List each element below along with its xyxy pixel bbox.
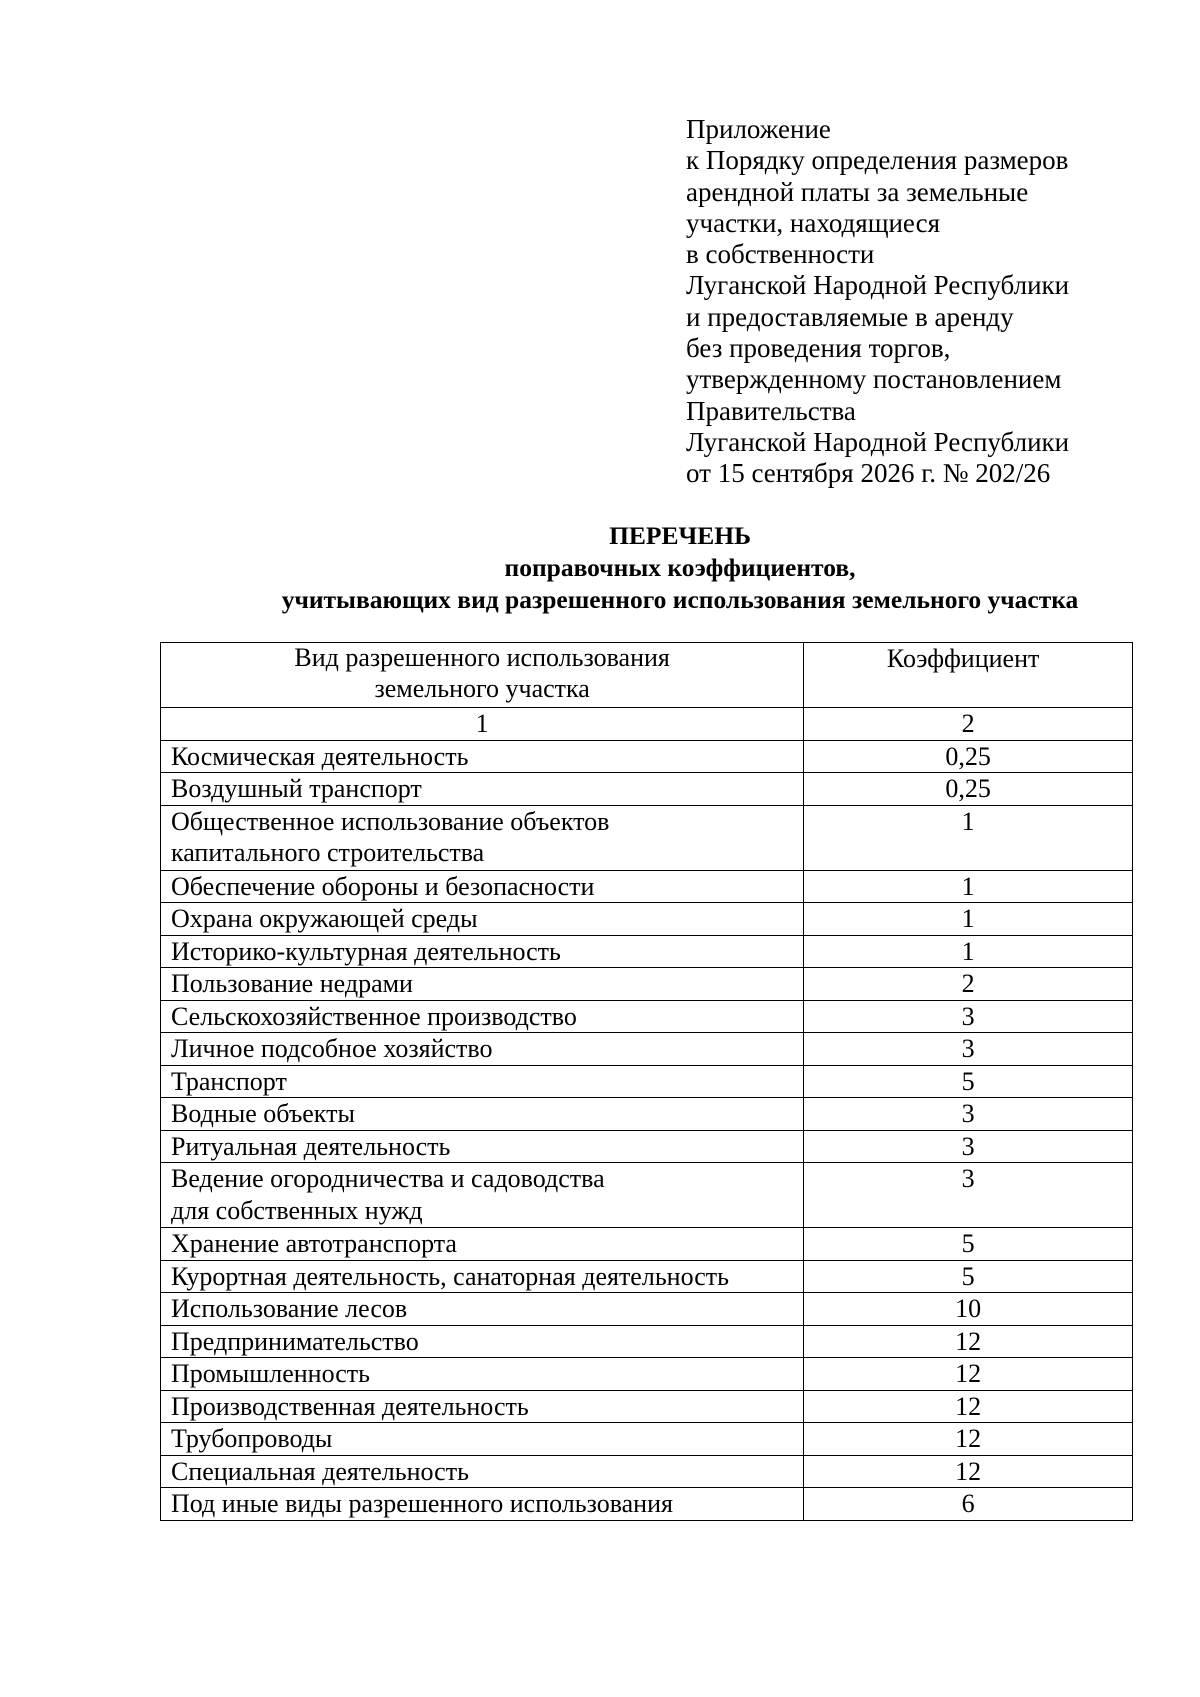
table-row bbox=[161, 1293, 1133, 1326]
coefficient-cell: 3 bbox=[804, 1130, 1133, 1163]
coefficient-cell: 3 bbox=[804, 1098, 1133, 1131]
table-row bbox=[161, 1130, 1133, 1163]
use-type-cell: Под иные виды разрешенного использования bbox=[161, 1488, 804, 1521]
use-type-cell: Транспорт bbox=[161, 1065, 804, 1098]
table-row bbox=[161, 1163, 1133, 1228]
use-type-cell: Обеспечение обороны и безопасности bbox=[161, 870, 804, 903]
document-title bbox=[150, 520, 1200, 616]
title-subtitle-1: поправочных коэффициентов, bbox=[504, 553, 856, 582]
use-type-cell: Производственная деятельность bbox=[161, 1390, 804, 1423]
appendix-line: к Порядку определения размеров bbox=[686, 145, 1069, 176]
header-coefficient: Коэффициент bbox=[804, 643, 1133, 708]
appendix-line: Луганской Народной Республики bbox=[686, 426, 1070, 457]
table-header-row bbox=[161, 643, 1133, 708]
header-use-type-line1: Вид разрешенного использования bbox=[294, 643, 670, 672]
table-row bbox=[161, 1098, 1133, 1131]
coefficient-cell: 12 bbox=[804, 1358, 1133, 1391]
appendix-line: от 15 сентября 2026 г. № 202/26 bbox=[686, 458, 1051, 489]
coefficients-table bbox=[160, 642, 1133, 1521]
table-row bbox=[161, 773, 1133, 806]
coefficient-cell: 10 bbox=[804, 1293, 1133, 1326]
appendix-line: арендной платы за земельные bbox=[686, 176, 1029, 207]
table-row bbox=[161, 1488, 1133, 1521]
header-use-type bbox=[161, 643, 804, 708]
table-row bbox=[161, 1325, 1133, 1358]
coefficient-cell: 12 bbox=[804, 1390, 1133, 1423]
table-row bbox=[161, 1358, 1133, 1391]
table-row bbox=[161, 1228, 1133, 1261]
use-type-cell: Использование лесов bbox=[161, 1293, 804, 1326]
column-number-1: 1 bbox=[161, 708, 804, 741]
use-type-cell: Предпринимательство bbox=[161, 1325, 804, 1358]
use-type-line1: Ведение огородничества и садоводства bbox=[171, 1164, 605, 1193]
use-type-cell: Промышленность bbox=[161, 1358, 804, 1391]
table-row bbox=[161, 1423, 1133, 1456]
appendix-line: утвержденному постановлением bbox=[686, 364, 1062, 395]
coefficient-cell: 0,25 bbox=[804, 740, 1133, 773]
use-type-cell: Пользование недрами bbox=[161, 968, 804, 1001]
header-use-type-line2: земельного участка bbox=[374, 673, 590, 703]
use-type-cell: Ритуальная деятельность bbox=[161, 1130, 804, 1163]
table-row bbox=[161, 1260, 1133, 1293]
coefficient-cell: 1 bbox=[804, 935, 1133, 968]
title-main: ПЕРЕЧЕНЬ bbox=[609, 521, 751, 550]
table-row bbox=[161, 1000, 1133, 1033]
table-row bbox=[161, 1455, 1133, 1488]
table-row bbox=[161, 1390, 1133, 1423]
use-type-cell: Охрана окружающей среды bbox=[161, 903, 804, 936]
coefficient-cell: 6 bbox=[804, 1488, 1133, 1521]
use-type-cell: Специальная деятельность bbox=[161, 1455, 804, 1488]
appendix-line: в собственности bbox=[686, 239, 875, 270]
use-type-cell: Трубопроводы bbox=[161, 1423, 804, 1456]
coefficient-cell: 3 bbox=[804, 1033, 1133, 1066]
table-row bbox=[161, 968, 1133, 1001]
use-type-line2: для собственных нужд bbox=[171, 1195, 423, 1225]
appendix-line: и предоставляемые в аренду bbox=[686, 301, 1014, 332]
use-type-cell: Водные объекты bbox=[161, 1098, 804, 1131]
appendix-line: Правительства bbox=[686, 395, 856, 426]
coefficient-cell: 1 bbox=[804, 870, 1133, 903]
use-type-cell: Воздушный транспорт bbox=[161, 773, 804, 806]
coefficient-cell: 3 bbox=[804, 1163, 1133, 1228]
coefficient-cell: 1 bbox=[804, 903, 1133, 936]
use-type-cell: Курортная деятельность, санаторная деятельность bbox=[161, 1260, 804, 1293]
appendix-line: участки, находящиеся bbox=[686, 207, 940, 238]
appendix-block bbox=[686, 114, 1069, 490]
table-row bbox=[161, 870, 1133, 903]
use-type-cell bbox=[161, 805, 804, 870]
use-type-cell: Историко-культурная деятельность bbox=[161, 935, 804, 968]
table-row bbox=[161, 903, 1133, 936]
appendix-line: Луганской Народной Республики bbox=[686, 270, 1070, 301]
table-row bbox=[161, 805, 1133, 870]
use-type-cell: Космическая деятельность bbox=[161, 740, 804, 773]
coefficient-cell: 12 bbox=[804, 1455, 1133, 1488]
use-type-cell: Сельскохозяйственное производство bbox=[161, 1000, 804, 1033]
coefficient-cell: 2 bbox=[804, 968, 1133, 1001]
coefficient-cell: 5 bbox=[804, 1260, 1133, 1293]
coefficient-cell: 5 bbox=[804, 1065, 1133, 1098]
title-subtitle-2: учитывающих вид разрешенного использования земельного участка bbox=[281, 585, 1079, 614]
coefficient-cell: 0,25 bbox=[804, 773, 1133, 806]
coefficient-cell: 3 bbox=[804, 1000, 1133, 1033]
use-type-cell bbox=[161, 1163, 804, 1228]
use-type-cell: Хранение автотранспорта bbox=[161, 1228, 804, 1261]
coefficient-cell: 1 bbox=[804, 805, 1133, 870]
use-type-cell: Личное подсобное хозяйство bbox=[161, 1033, 804, 1066]
coefficient-cell: 5 bbox=[804, 1228, 1133, 1261]
column-number-2: 2 bbox=[804, 708, 1133, 741]
use-type-line1: Общественное использование объектов bbox=[171, 806, 610, 836]
use-type-line2: капитального строительства bbox=[171, 838, 485, 867]
column-number-row bbox=[161, 708, 1133, 741]
appendix-line: Приложение bbox=[686, 114, 831, 144]
coefficient-cell: 12 bbox=[804, 1423, 1133, 1456]
table-row bbox=[161, 935, 1133, 968]
coefficient-cell: 12 bbox=[804, 1325, 1133, 1358]
appendix-line: без проведения торгов, bbox=[686, 333, 951, 364]
table-row bbox=[161, 1065, 1133, 1098]
table-row bbox=[161, 740, 1133, 773]
table-row bbox=[161, 1033, 1133, 1066]
